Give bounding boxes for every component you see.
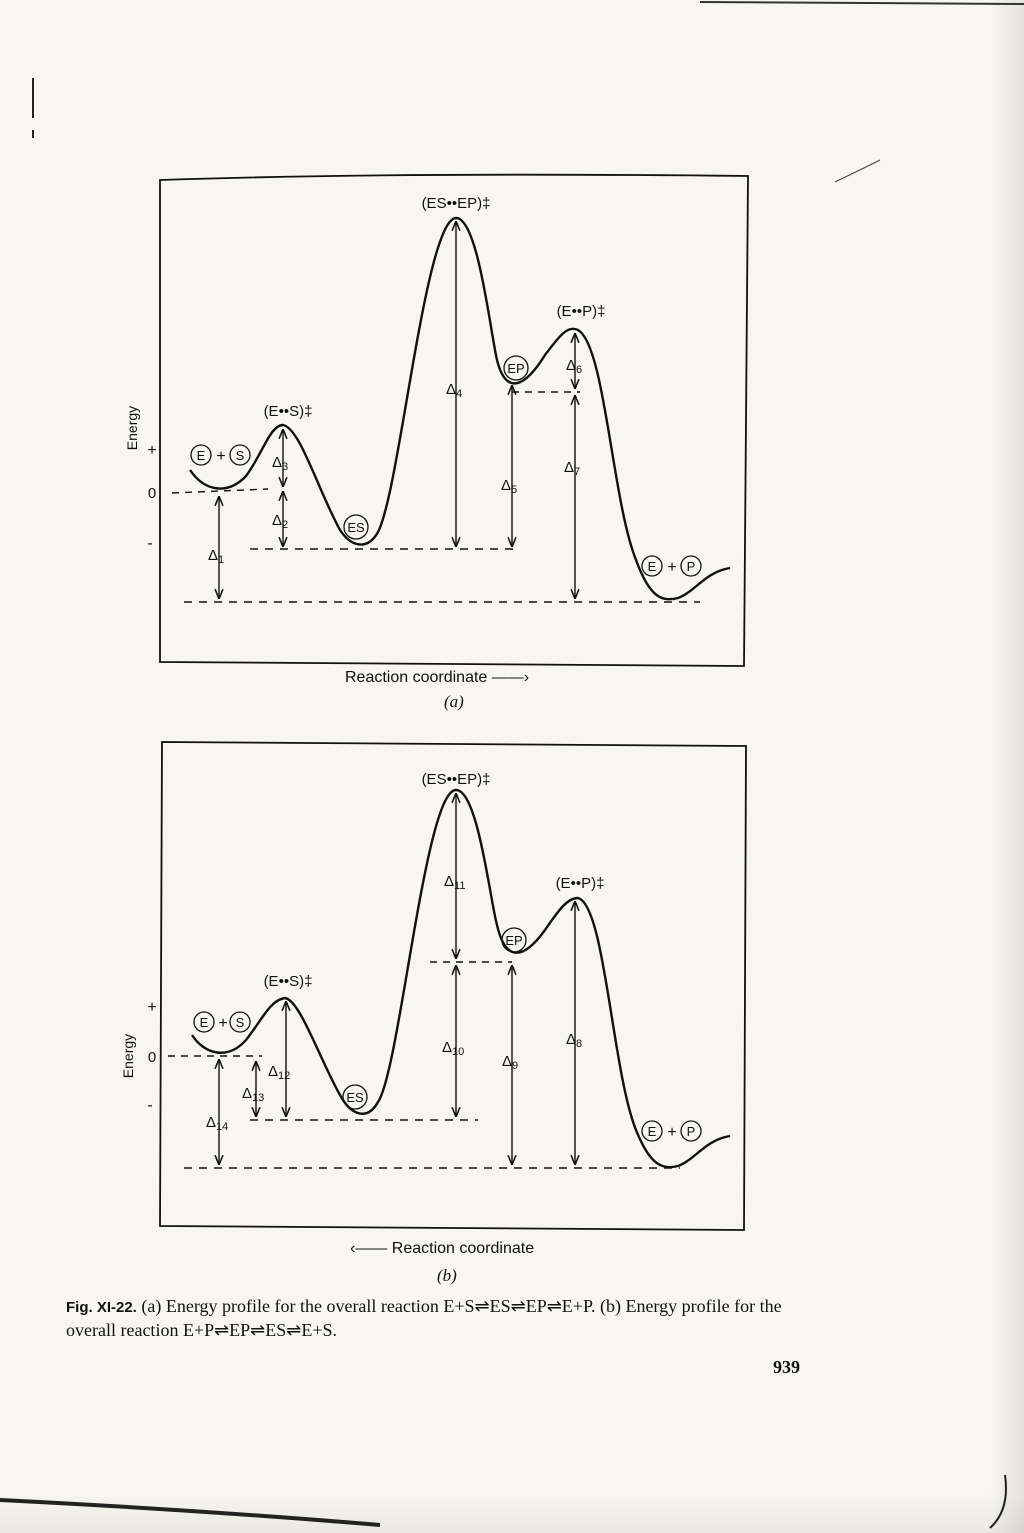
svg-text:E: E <box>647 559 657 574</box>
panel-b <box>120 742 746 1230</box>
svg-text:EP: EP <box>507 361 525 376</box>
svg-text:ES: ES <box>346 1090 364 1105</box>
y-minus-b: - <box>147 1097 153 1114</box>
scan-edge-line <box>0 1500 380 1525</box>
x-axis-label-a <box>345 669 529 687</box>
svg-text:E: E <box>199 1015 209 1030</box>
y-plus-a: + <box>147 442 157 459</box>
figure-number: Fig. XI-22. <box>66 1299 137 1316</box>
svg-text:E: E <box>196 448 206 463</box>
panel-a-frame <box>160 175 748 666</box>
x-axis-label-text-b: Reaction coordinate <box>391 1240 535 1257</box>
ts-es-ep-label-b: (ES••EP)‡ <box>421 771 491 788</box>
delta-3-label: $\Delta_3$ <box>272 454 289 473</box>
ts-e-p-label-b: (E••P)‡ <box>555 875 605 892</box>
delta-11-label: $\Delta_{11}$ <box>444 873 466 892</box>
delta-9-label: $\Delta_9$ <box>502 1053 519 1072</box>
svg-text:E: E <box>647 1124 657 1139</box>
panel-b-sublabel: (b) <box>437 1266 457 1285</box>
delta-6-label: $\Delta_6$ <box>566 357 583 376</box>
svg-text:+: + <box>667 559 677 576</box>
delta-5-label: $\Delta_5$ <box>501 477 518 496</box>
svg-text:+: + <box>218 1015 228 1032</box>
state-es-b <box>343 1085 367 1109</box>
caption-text: (a) Energy profile for the overall reaction E+S⇌ES⇌EP⇌E+P. (b) Energy profile for the overall reaction E+P⇌EP⇌ES⇌E+S. <box>66 1296 782 1340</box>
state-e-plus-p-a <box>642 556 701 576</box>
y-axis-label-b: Energy <box>120 1033 136 1079</box>
svg-text:ES: ES <box>347 520 365 535</box>
svg-text:+: + <box>667 1124 677 1141</box>
delta-7-label: $\Delta_7$ <box>564 459 581 478</box>
delta-14-label: $\Delta_{14}$ <box>206 1114 229 1133</box>
scan-edge-line <box>990 1475 1006 1528</box>
state-ep-b <box>502 928 526 952</box>
y-plus-b: + <box>147 999 157 1016</box>
ts-e-p-label-a: (E••P)‡ <box>556 303 606 320</box>
ts-e-s-label-b: (E••S)‡ <box>263 973 313 990</box>
state-e-plus-p-b <box>642 1121 701 1141</box>
state-e-plus-s-a <box>191 445 250 465</box>
delta-12-label: $\Delta_{12}$ <box>268 1063 291 1082</box>
delta-13-label: $\Delta_{13}$ <box>242 1085 265 1104</box>
ts-es-ep-label-a: (ES••EP)‡ <box>421 195 491 212</box>
delta-8-label: $\Delta_8$ <box>566 1031 583 1050</box>
svg-text:+: + <box>216 448 226 465</box>
state-ep-a <box>504 356 528 380</box>
panel-a <box>124 175 748 666</box>
ts-e-s-label-a: (E••S)‡ <box>263 403 313 420</box>
delta-1-label: $\Delta_1$ <box>208 547 225 566</box>
svg-text:P: P <box>686 559 696 574</box>
svg-text:P: P <box>686 1124 696 1139</box>
svg-text:EP: EP <box>505 933 523 948</box>
y-minus-a: - <box>147 535 153 552</box>
scan-mark <box>835 160 880 182</box>
delta-10-label: $\Delta_{10}$ <box>442 1039 465 1058</box>
svg-text:S: S <box>235 1015 245 1030</box>
scan-edge-line <box>700 2 1024 4</box>
x-axis-label-text-a: Reaction coordinate <box>345 669 488 686</box>
svg-text:S: S <box>235 448 245 463</box>
delta-2-label: $\Delta_2$ <box>272 512 289 531</box>
page-number: 939 <box>773 1357 800 1377</box>
x-axis-label-b <box>350 1240 534 1258</box>
panel-a-sublabel: (a) <box>444 692 464 711</box>
panel-b-frame <box>160 742 746 1230</box>
state-e-plus-s-b <box>194 1012 250 1032</box>
arrow-right-icon: ——› <box>491 669 530 686</box>
y-axis-label-a: Energy <box>124 405 140 451</box>
y-zero-b: 0 <box>147 1049 157 1066</box>
y-zero-a: 0 <box>147 485 157 502</box>
arrow-left-icon: ‹—— <box>350 1240 388 1257</box>
delta-4-label: $\Delta_4$ <box>446 381 463 400</box>
figure-caption <box>66 1295 826 1342</box>
state-es-a <box>344 515 368 539</box>
